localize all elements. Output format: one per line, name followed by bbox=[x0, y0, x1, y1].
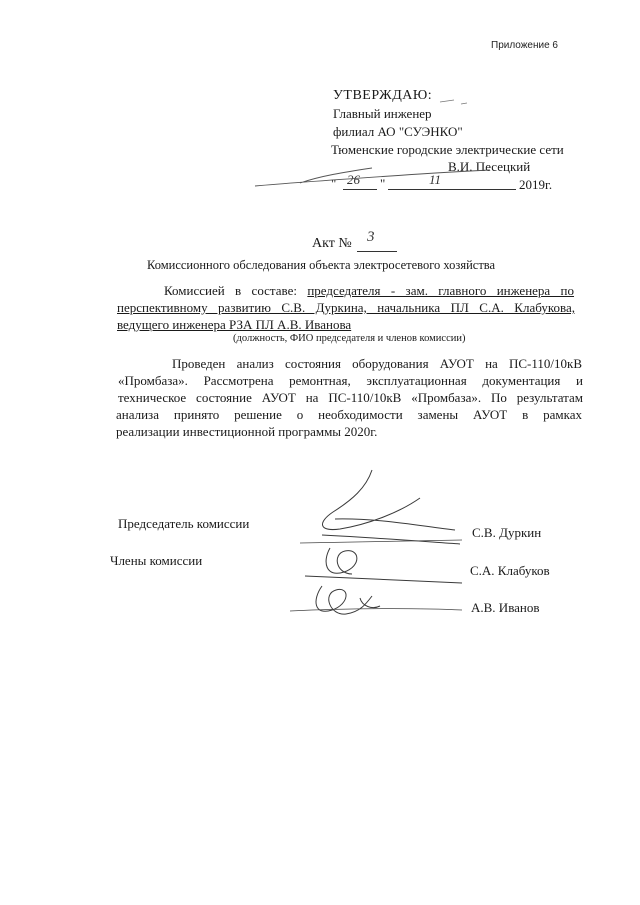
members-role: Члены комиссии bbox=[110, 553, 203, 568]
commission-line-3: ведущего инженера РЗА ПЛ А.В. Иванова bbox=[117, 317, 352, 332]
appendix-label: Приложение 6 bbox=[491, 40, 558, 51]
chair-name: С.В. Дуркин bbox=[472, 525, 542, 540]
approver-name: В.И. Песецкий bbox=[448, 159, 531, 174]
member1-signature bbox=[305, 548, 462, 583]
act-label: Акт № bbox=[312, 236, 352, 251]
chair-signature bbox=[322, 470, 460, 544]
body-line-2: «Промбаза». Рассмотрена ремонтная, эксплуатационная документация и bbox=[118, 373, 583, 388]
act-number: 3 bbox=[367, 229, 375, 245]
date-open-quote: " bbox=[331, 176, 337, 191]
member1-name: С.А. Клабуков bbox=[470, 563, 550, 578]
chair-role: Председатель комиссии bbox=[118, 516, 250, 531]
member2-signature-line bbox=[290, 609, 462, 611]
body-line-4: анализа принято решение о необходимости замены АУОТ в рамках bbox=[116, 407, 582, 422]
date-day: 26 bbox=[347, 172, 360, 187]
approver-signature bbox=[255, 168, 490, 186]
commission-line-2: перспективному развитию С.В. Дуркина, начальника ПЛ С.А. Клабукова, bbox=[117, 300, 575, 315]
approval-scratch-mark bbox=[440, 100, 467, 104]
body-line-3: техническое состояние АУОТ на ПС-110/10кВ «Промбаза». По результатам bbox=[118, 390, 583, 405]
commission-chair-position: председателя - зам. главного инженера по bbox=[307, 283, 575, 298]
body-line-5: реализации инвестиционной программы 2020г. bbox=[116, 424, 378, 439]
body-line-1: Проведен анализ состояния оборудования АУОТ на ПС-110/10кВ bbox=[172, 356, 582, 371]
commission-intro: Комиссией в составе: bbox=[164, 283, 297, 298]
approval-organization: филиал АО "СУЭНКО" bbox=[333, 124, 463, 139]
member2-name: А.В. Иванов bbox=[471, 600, 540, 615]
approval-branch: Тюменские городские электрические сети bbox=[331, 142, 564, 157]
act-subtitle: Комиссионного обследования объекта электросетевого хозяйства bbox=[147, 258, 496, 272]
date-year: 2019г. bbox=[519, 177, 553, 192]
approval-title: УТВЕРЖДАЮ: bbox=[333, 88, 433, 103]
date-close-quote: " bbox=[380, 176, 386, 191]
commission-note: (должность, ФИО председателя и членов комиссии) bbox=[233, 333, 466, 344]
date-month: 11 bbox=[429, 172, 442, 187]
approval-position: Главный инженер bbox=[333, 106, 432, 121]
